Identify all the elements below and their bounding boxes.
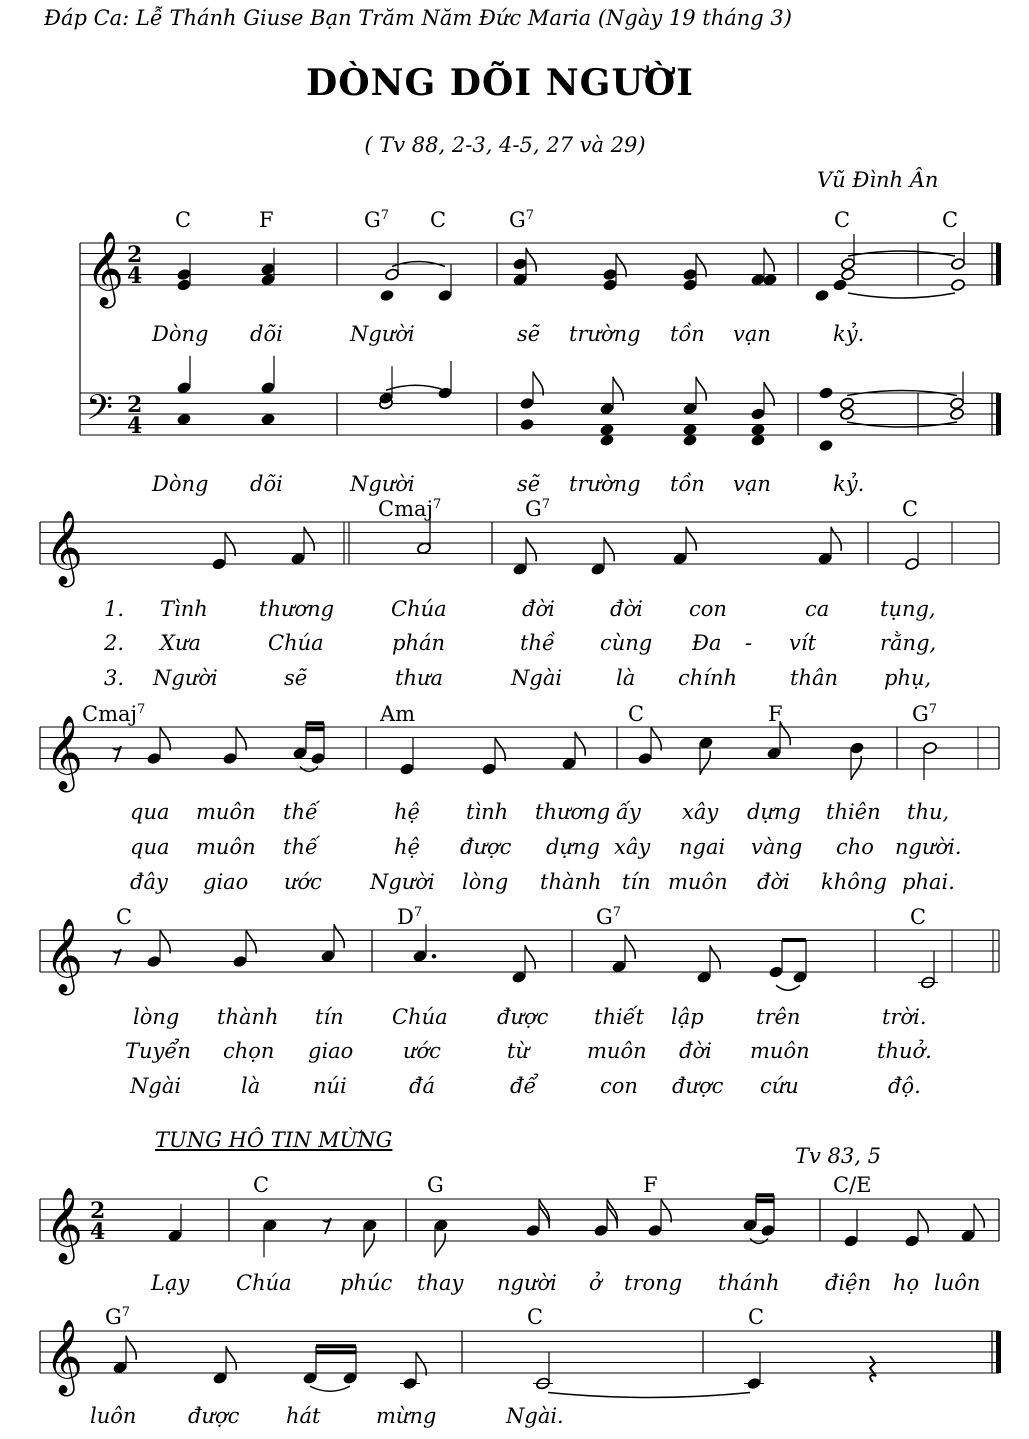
- note-head: [750, 434, 765, 447]
- note-head: [525, 1224, 540, 1237]
- lyric: thương: [535, 800, 611, 824]
- note-flag: [160, 930, 170, 954]
- lyric: không: [821, 870, 887, 894]
- lyric: dõi: [250, 472, 283, 496]
- lyric: ấy: [616, 800, 641, 824]
- lyric: thế: [283, 800, 318, 824]
- lyric: muôn: [196, 800, 256, 824]
- lyric: Lạy: [151, 1271, 190, 1295]
- chord: C: [910, 905, 927, 929]
- lyric: người.: [895, 835, 962, 859]
- note-head: [843, 1234, 858, 1247]
- chord: C: [834, 208, 851, 232]
- lyric: 1.: [104, 597, 125, 621]
- note-flag: [416, 1352, 426, 1376]
- note-head: [818, 439, 833, 452]
- chord: F: [643, 1173, 658, 1197]
- note-flag: [160, 727, 170, 751]
- note-head: [512, 257, 527, 270]
- note-head: [512, 273, 527, 286]
- chord: C: [942, 208, 959, 232]
- lyric: được: [460, 835, 512, 859]
- note-head: [310, 752, 325, 765]
- note-flag: [304, 527, 314, 551]
- note-head: [416, 542, 431, 555]
- note-head: [260, 273, 275, 286]
- note-head: [399, 762, 414, 775]
- chord: C: [628, 702, 645, 726]
- note-flag: [625, 935, 635, 959]
- lyric: Người: [153, 666, 218, 690]
- note-head: [839, 397, 854, 410]
- note-head: [292, 747, 307, 760]
- lyric: giao: [203, 870, 249, 894]
- time-signature: 2: [90, 1198, 106, 1224]
- note-flag: [226, 1346, 236, 1370]
- lyric: thành: [217, 1005, 279, 1029]
- note-head: [599, 402, 614, 415]
- chord: C/E: [833, 1173, 872, 1197]
- note-head: [750, 423, 765, 436]
- lyric: thưa: [395, 666, 444, 690]
- treble-clef-icon: 𝄞: [45, 511, 83, 585]
- note-head: [146, 752, 161, 765]
- note-flag: [495, 737, 505, 761]
- lyric: luôn: [90, 1404, 137, 1428]
- note-head: [766, 747, 781, 760]
- lyric: thu,: [907, 800, 950, 824]
- note-head: [112, 1361, 127, 1374]
- note-head: [302, 1372, 317, 1385]
- lyric: trên: [756, 1005, 801, 1029]
- lyric: Chúa: [392, 1005, 448, 1029]
- lyric: ở: [589, 1271, 602, 1295]
- note-flag: [575, 732, 585, 756]
- note-head: [818, 386, 833, 399]
- song-title: DÒNG DÕI NGƯỜI: [306, 62, 694, 104]
- lyric: Xưa: [160, 631, 201, 655]
- lyric: thiên: [826, 800, 881, 824]
- lyric: Ngài.: [506, 1404, 564, 1428]
- lyric: đời: [757, 870, 790, 894]
- chord: G: [427, 1173, 444, 1197]
- note-flag: [780, 721, 790, 745]
- note-flag: [686, 527, 696, 551]
- chord: C: [902, 497, 919, 521]
- lyric: luôn: [934, 1271, 981, 1295]
- note-head: [561, 757, 576, 770]
- note-head: [682, 402, 697, 415]
- note-flag: [974, 1204, 984, 1228]
- note-flag: [435, 1233, 445, 1257]
- chord: $G^7$: [912, 702, 938, 726]
- lyric: Chúa: [391, 597, 447, 621]
- chord: $G^7$: [364, 208, 390, 232]
- treble-clef-icon: 𝄞: [86, 232, 124, 306]
- note-head: [167, 1229, 182, 1242]
- note-head: [950, 278, 965, 291]
- note-head: [637, 752, 652, 765]
- note-head: [760, 1224, 775, 1237]
- note-head: [792, 971, 807, 984]
- lyric: Tình: [160, 597, 208, 621]
- chord: C: [175, 208, 192, 232]
- lyric: kỷ.: [833, 322, 865, 346]
- lyric: sẽ: [517, 322, 541, 346]
- note-head: [176, 381, 191, 394]
- lyric: điện: [825, 1271, 872, 1295]
- lyric: xây: [682, 800, 719, 824]
- treble-clef-icon: 𝄞: [45, 716, 83, 790]
- note-head: [960, 1229, 975, 1242]
- note-head: [437, 289, 452, 302]
- lyric: Dòng: [152, 472, 209, 496]
- note-flag: [764, 248, 774, 272]
- tie: [386, 385, 445, 390]
- tie: [548, 1393, 750, 1398]
- lyric: được: [672, 1074, 724, 1098]
- note-head: [742, 1219, 757, 1232]
- lyric: thay: [417, 1271, 464, 1295]
- note-flag: [616, 253, 626, 277]
- time-signature: 4: [127, 413, 143, 439]
- lyric: thân: [790, 666, 839, 690]
- note-flag: [364, 1233, 374, 1257]
- lyric: lòng: [462, 870, 509, 894]
- lyric: con: [600, 1074, 638, 1098]
- lyric: tình: [466, 800, 509, 824]
- bass-clef-icon: 𝄢: [86, 387, 114, 436]
- lyric: là: [241, 1074, 261, 1098]
- note-head: [262, 1219, 277, 1232]
- note-flag: [661, 1199, 671, 1223]
- chord: C: [253, 1173, 270, 1197]
- lyric: dõi: [250, 322, 283, 346]
- lyric: cứu: [760, 1074, 799, 1098]
- lyric: tồn: [670, 472, 705, 496]
- chord: C: [748, 1305, 765, 1329]
- note-head: [146, 955, 161, 968]
- note-head: [768, 965, 783, 978]
- lyric: ngai: [679, 835, 726, 859]
- note-head: [647, 1224, 662, 1237]
- lyric: lòng: [133, 1005, 180, 1029]
- note-flag: [831, 527, 841, 551]
- lyric: Tuyển: [125, 1039, 191, 1063]
- note-flag: [696, 253, 706, 277]
- lyric: trường: [569, 472, 641, 496]
- lyric: 3.: [104, 666, 125, 690]
- lyric: thề: [520, 631, 555, 655]
- note-head: [211, 557, 226, 570]
- note-head: [750, 273, 765, 286]
- lyric: người: [497, 1271, 557, 1295]
- chord: C: [116, 905, 133, 929]
- lyric: muôn: [587, 1039, 647, 1063]
- lyric: thế: [283, 835, 318, 859]
- lyric: con: [689, 597, 727, 621]
- lyric: Người: [350, 322, 415, 346]
- lyric: trường: [569, 322, 641, 346]
- note-head: [672, 552, 687, 565]
- lyric: đá: [409, 1074, 435, 1098]
- note-head: [320, 950, 335, 963]
- lyric: vạn: [733, 472, 771, 496]
- lyric: họ: [893, 1271, 920, 1295]
- note-head: [176, 268, 191, 281]
- acclamation-reference: Tv 83, 5: [795, 1144, 881, 1168]
- lyric: cho: [836, 835, 874, 859]
- lyric: để: [510, 1074, 537, 1098]
- note-head: [519, 418, 534, 431]
- note-head: [698, 736, 713, 749]
- note-head: [904, 557, 919, 570]
- note-head: [260, 263, 275, 276]
- lyric: trời.: [882, 1005, 927, 1029]
- note-head: [260, 413, 275, 426]
- note-head: [611, 960, 626, 973]
- note-head: [814, 289, 829, 302]
- note-flag: [533, 372, 543, 396]
- lyric: vàng: [751, 835, 803, 859]
- note-flag: [236, 727, 246, 751]
- lyric: tín: [315, 1005, 344, 1029]
- lyric: dựng: [546, 835, 600, 859]
- tie: [310, 1386, 350, 1391]
- lyric: mừng: [376, 1404, 437, 1428]
- lyric: Người: [350, 472, 415, 496]
- quarter-rest-icon: [870, 1356, 876, 1382]
- lyric: chính: [678, 666, 738, 690]
- lyric: hệ: [394, 835, 420, 859]
- note-flag: [613, 377, 623, 401]
- lyric: thiết: [594, 1005, 645, 1029]
- chord: Cmaj$^7$: [82, 702, 146, 726]
- lyric: tồn: [670, 322, 705, 346]
- chord: C: [430, 208, 447, 232]
- note-head: [950, 257, 965, 270]
- chord: F: [259, 208, 274, 232]
- lyric: hát: [286, 1404, 321, 1428]
- note-head: [904, 1234, 919, 1247]
- note-head: [512, 563, 527, 576]
- lyric: ước: [284, 870, 322, 894]
- lyric: sẽ: [284, 666, 308, 690]
- note-head: [682, 278, 697, 291]
- note-head: [839, 407, 854, 420]
- note-head: [222, 752, 237, 765]
- note-flag: [918, 1209, 928, 1233]
- tie: [776, 985, 800, 990]
- note-head: [379, 289, 394, 302]
- lyric: -: [745, 631, 753, 655]
- lyric: thuở.: [877, 1039, 932, 1063]
- note-flag: [764, 382, 774, 406]
- chord: $G^7$: [509, 208, 535, 232]
- lyric: rằng,: [880, 631, 937, 655]
- treble-clef-icon: 𝄞: [45, 1320, 83, 1394]
- note-flag: [525, 945, 535, 969]
- lyric: cùng: [600, 631, 653, 655]
- time-signature: 4: [90, 1219, 106, 1245]
- note-flag: [604, 537, 614, 561]
- note-flag: [710, 945, 720, 969]
- tie: [848, 293, 955, 298]
- chord: Am: [380, 702, 416, 726]
- treble-clef-icon: 𝄞: [45, 919, 83, 993]
- note-head: [750, 407, 765, 420]
- lyric: đây: [130, 870, 168, 894]
- lyric: đời: [522, 597, 555, 621]
- lyric: xây: [614, 835, 651, 859]
- lyric: từ: [507, 1039, 529, 1063]
- note-head: [599, 434, 614, 447]
- final-bar-line: [996, 1331, 1001, 1373]
- lyric: là: [616, 666, 636, 690]
- lyric: Đa: [692, 631, 722, 655]
- lyric: phụ,: [884, 666, 932, 690]
- note-head: [593, 1224, 608, 1237]
- lyric: muôn: [668, 870, 728, 894]
- note-head: [949, 397, 964, 410]
- lyric: đời: [679, 1039, 712, 1063]
- lyric: muôn: [750, 1039, 810, 1063]
- note-head: [602, 268, 617, 281]
- note-flag: [225, 532, 235, 556]
- note-head: [599, 423, 614, 436]
- final-bar-line: [996, 243, 1001, 285]
- lyric: chọn: [223, 1039, 275, 1063]
- note-head: [362, 1219, 377, 1232]
- lyric: đời: [610, 597, 643, 621]
- note-head: [762, 273, 777, 286]
- lyric: tín: [622, 870, 651, 894]
- chord: F: [768, 702, 783, 726]
- augmentation-dot: [432, 954, 437, 959]
- note-flag: [126, 1336, 136, 1360]
- lyric: phai.: [902, 870, 955, 894]
- note-head: [412, 950, 427, 963]
- note-head: [342, 1372, 357, 1385]
- lyric: dựng: [747, 800, 801, 824]
- note-head: [260, 381, 275, 394]
- note-head: [696, 971, 711, 984]
- note-head: [682, 268, 697, 281]
- lyric: Ngài: [511, 666, 563, 690]
- note-head: [682, 423, 697, 436]
- time-signature: 2: [127, 392, 143, 418]
- note-flag: [696, 377, 706, 401]
- lyric: hệ: [394, 800, 420, 824]
- note-head: [212, 1372, 227, 1385]
- lyric: 2.: [104, 631, 125, 655]
- lyric: lập: [671, 1005, 704, 1029]
- note-flag: [851, 756, 861, 780]
- composer: Vũ Đình Ân: [817, 168, 939, 192]
- lyric: phúc: [340, 1271, 393, 1295]
- lyric: Dòng: [152, 322, 209, 346]
- note-head: [840, 257, 855, 270]
- lyric: qua: [130, 835, 170, 859]
- lyric: qua: [130, 800, 170, 824]
- lyric: muôn: [196, 835, 256, 859]
- lyric: phán: [392, 631, 446, 655]
- note-flag: [246, 930, 256, 954]
- note-head: [682, 434, 697, 447]
- lyric: núi: [313, 1074, 347, 1098]
- note-flag: [526, 248, 536, 272]
- page-header: Đáp Ca: Lễ Thánh Giuse Bạn Trăm Năm Đức Maria (Ngày 19 tháng 3): [44, 6, 792, 30]
- lyric: Người: [370, 870, 435, 894]
- psalm-reference: ( Tv 88, 2-3, 4-5, 27 và 29): [364, 133, 646, 157]
- note-head: [840, 268, 855, 281]
- lyric: ước: [403, 1039, 441, 1063]
- note-head: [481, 762, 496, 775]
- note-flag: [526, 537, 536, 561]
- chord: $G^7$: [525, 497, 551, 521]
- chord: Cmaj$^7$: [378, 497, 442, 521]
- treble-clef-icon: 𝄞: [45, 1188, 83, 1262]
- lyric: được: [497, 1005, 549, 1029]
- lyric: vạn: [733, 322, 771, 346]
- note-head: [519, 397, 534, 410]
- note-head: [922, 741, 937, 754]
- note-head: [232, 955, 247, 968]
- lyric: Chúa: [268, 631, 324, 655]
- note-head: [433, 1219, 448, 1232]
- note-head: [602, 278, 617, 291]
- lyric: Ngài: [130, 1074, 182, 1098]
- lyric: vít: [789, 631, 817, 655]
- lyric: trong: [624, 1271, 683, 1295]
- note-head: [511, 971, 526, 984]
- note-head: [949, 407, 964, 420]
- chord: $D^7$: [397, 905, 423, 929]
- lyric: thành: [540, 870, 602, 894]
- time-signature: 2: [127, 242, 143, 268]
- note-flag: [700, 751, 710, 775]
- note-head: [176, 278, 191, 291]
- note-head: [590, 563, 605, 576]
- note-head: [384, 268, 399, 281]
- note-flag: [334, 924, 344, 948]
- chord: C: [527, 1305, 544, 1329]
- time-signature: 4: [127, 263, 143, 289]
- acclamation-heading: TUNG HÔ TIN MỪNG: [155, 1128, 393, 1152]
- lyric: giao: [308, 1039, 354, 1063]
- lyric: thương: [259, 597, 335, 621]
- lyric: thánh: [718, 1271, 780, 1295]
- note-head: [817, 552, 832, 565]
- note-head: [832, 278, 847, 291]
- lyric: kỷ.: [833, 472, 865, 496]
- lyric: ca: [805, 597, 830, 621]
- note-head: [290, 552, 305, 565]
- lyric: tụng,: [880, 597, 936, 621]
- chord: $G^7$: [105, 1305, 131, 1329]
- lyric: được: [188, 1404, 240, 1428]
- chord: $G^7$: [596, 905, 622, 929]
- note-head: [849, 741, 864, 754]
- note-flag: [651, 727, 661, 751]
- lyric: sẽ: [517, 472, 541, 496]
- lyric: Chúa: [236, 1271, 292, 1295]
- lyric: độ.: [888, 1074, 921, 1098]
